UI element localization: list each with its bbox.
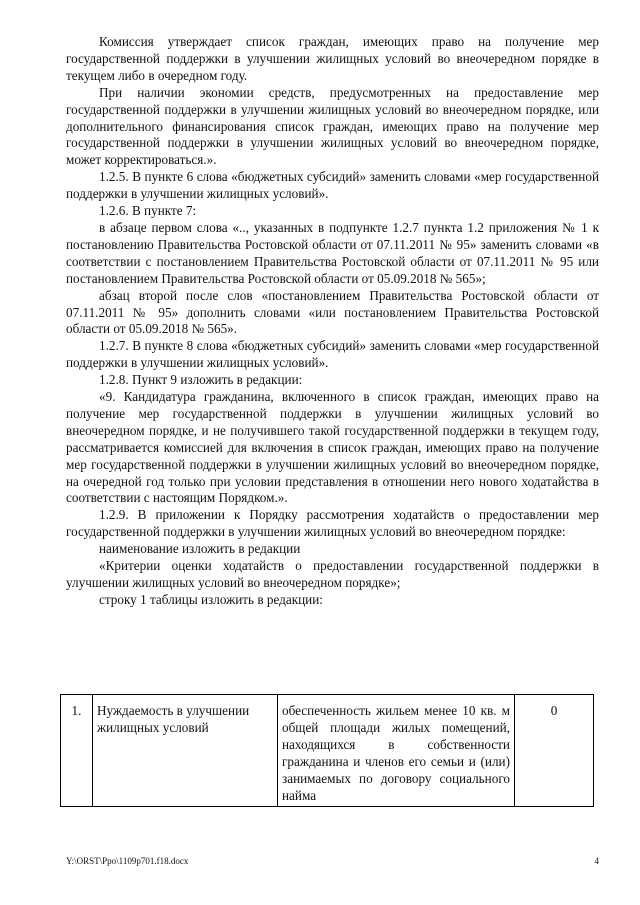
paragraph: 1.2.9. В приложении к Порядку рассмотрения ходатайств о предоставлении мер государственной поддержки в улучшении жилищных условий во внеочередном порядке: xyxy=(66,507,599,540)
paragraph: 1.2.8. Пункт 9 изложить в редакции: xyxy=(99,372,303,388)
paragraph: «Критерии оценки ходатайств о предоставлении государственной поддержки в улучшении жилищных условий во внеочередном порядке»; xyxy=(66,558,599,590)
criteria-table xyxy=(60,694,594,807)
paragraph: 1.2.6. В пункте 7: xyxy=(99,203,197,219)
table-row xyxy=(61,695,594,807)
table-cell-description: обеспеченность жильем менее 10 кв. м общей площади жилых помещений, находящихся в собственности гражданина и членов его семьи и (или) занимаемых по договору социального найма xyxy=(278,695,515,807)
paragraph: При наличии экономии средств, предусмотренных на предоставление мер государственной поддержки в улучшении жилищных условий во внеочередном порядке, или дополнительного финансирования список граждан, имеющих право на получение мер государственной поддержки в улучшении жилищных условий во внеочередном порядке, может корректироваться.». xyxy=(66,84,599,168)
paragraph: Комиссия утверждает список граждан, имеющих право на получение мер государственной поддержки в улучшении жилищных условий во внеочередном порядке в текущем либо в очередном году. xyxy=(66,34,599,83)
paragraph: абзац второй после слов «постановлением Правительства Ростовской области от 07.11.2011 № 95» дополнить словами «или постановлением Правительства Ростовской области от 05.09.2018 № 565». xyxy=(66,287,599,337)
paragraph: наименование изложить в редакции xyxy=(99,541,301,557)
paragraph: в абзаце первом слова «.., указанных в подпункте 1.2.7 пункта 1.2 приложения № 1 к постановлению Правительства Ростовской области от 07.11.2011 № 95» заменить словами «в соответствии с постановлением Правительства Ростовской области от 07.11.2011 № 95 или постановлением Правительства Ростовской области от 05.09.2018 № 565»; xyxy=(66,219,599,286)
paragraph: 1.2.7. В пункте 8 слова «бюджетных субсидий» заменить словами «мер государственной поддержки в улучшении жилищных условий». xyxy=(66,338,599,371)
paragraph: 1.2.5. В пункте 6 слова «бюджетных субсидий» заменить словами «мер государственной поддержки в улучшении жилищных условий». xyxy=(66,169,599,202)
table-cell-number: 1. xyxy=(61,695,93,807)
page-footer xyxy=(66,856,599,866)
paragraph: «9. Кандидатура гражданина, включенного в список граждан, имеющих право на получение мер государственной поддержки в улучшении жилищных условий во внеочередном порядке, и не получившего такой государственной поддержки в текущем году, рассматривается комиссией для включения в список граждан, имеющих право на получение мер государственной поддержки в улучшении жилищных условий во внеочередном порядке, на очередной год только при условии представления в отношении него нового ходатайства в соответствии с настоящим Порядком.». xyxy=(66,389,599,506)
document-body xyxy=(66,34,599,609)
file-path: Y:\ORST\Ppo\1109p701.f18.docx xyxy=(66,856,189,866)
table-cell-score: 0 xyxy=(515,695,594,807)
table-cell-criterion: Нуждаемость в улучшении жилищных условий xyxy=(93,695,278,807)
page-number: 4 xyxy=(594,856,599,866)
paragraph: строку 1 таблицы изложить в редакции: xyxy=(99,591,323,607)
